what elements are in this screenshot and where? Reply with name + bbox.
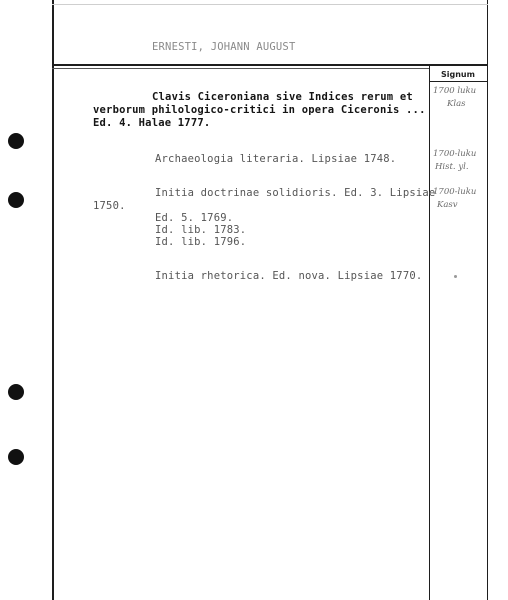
entry-2-line-1: Archaeologia literaria. Lipsiae 1748. (155, 153, 397, 165)
punch-hole-1 (8, 133, 24, 149)
signum-2-line-2: Hist. yl. (435, 162, 469, 172)
top-rule (52, 4, 488, 5)
entry-1-line-2: verborum philologico-critici in opera Ciceronis ... (93, 104, 426, 116)
right-edge-rule (487, 0, 488, 600)
signum-3-line-2: Kasv (437, 200, 458, 210)
signum-mark (454, 275, 457, 278)
entry-3-line-5: Id. lib. 1796. (155, 236, 247, 248)
signum-column-rule (429, 66, 430, 600)
entry-1-line-1: Clavis Ciceroniana sive Indices rerum et (152, 91, 413, 103)
signum-1-line-2: Klas (447, 99, 466, 109)
signum-header: Signum (441, 70, 475, 79)
signum-1-line-1: 1700 luku (433, 86, 477, 96)
header-rule-top (52, 64, 488, 66)
left-margin-rule (52, 0, 54, 600)
entry-3-line-2: 1750. (93, 200, 126, 212)
signum-3-line-1: 1700-luku (433, 187, 477, 197)
entry-4-line-1: Initia rhetorica. Ed. nova. Lipsiae 1770. (155, 270, 423, 282)
entry-3-line-3: Ed. 5. 1769. (155, 212, 234, 224)
signum-2-line-1: 1700-luku (433, 149, 477, 159)
author-heading: ERNESTI, JOHANN AUGUST (152, 41, 296, 53)
punch-hole-3 (8, 384, 24, 400)
punch-hole-2 (8, 192, 24, 208)
entry-3-line-4: Id. lib. 1783. (155, 224, 247, 236)
entry-3-line-1: Initia doctrinae solidioris. Ed. 3. Lipsiae (155, 187, 436, 199)
signum-header-rule (429, 81, 488, 82)
entry-1-line-3: Ed. 4. Halae 1777. (93, 117, 211, 129)
header-rule-bottom (52, 68, 429, 69)
punch-hole-4 (8, 449, 24, 465)
